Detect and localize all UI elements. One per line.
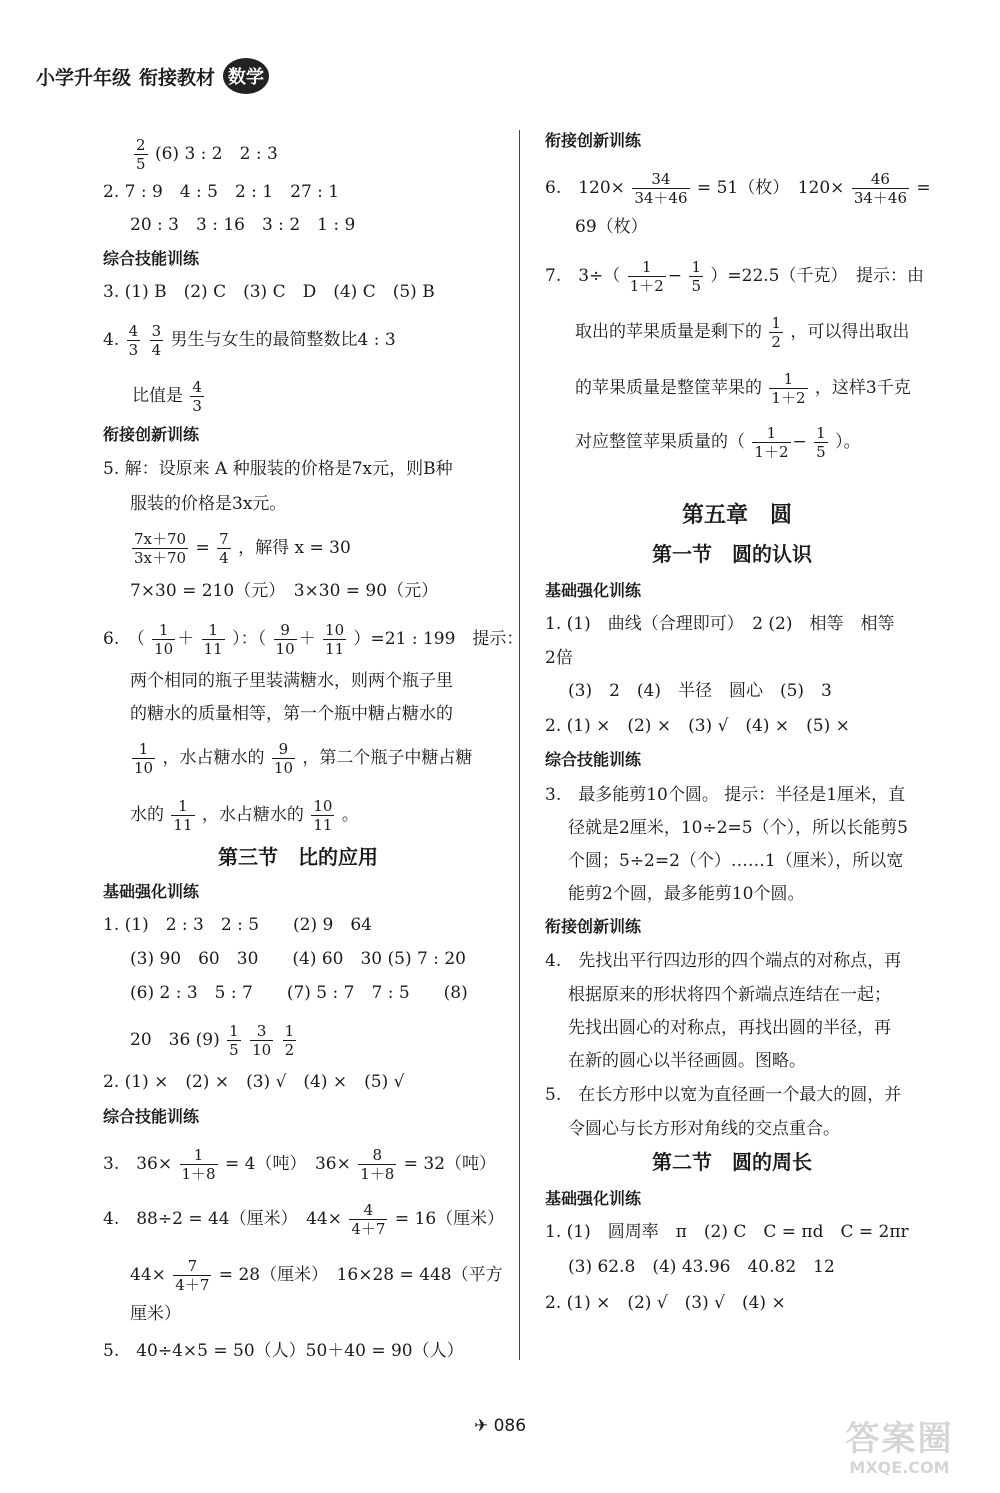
answer-line: (3) 2 (4) 半径 圆心 (5) 3	[568, 681, 832, 701]
fraction: $\frac{7x+70}{3x+70}$	[134, 530, 187, 567]
answer-line: 3. 36× $\frac{1}{1+8}$ = 4（吨） 36× $\frac{8}{1+8}$ = 32（吨）	[103, 1146, 497, 1183]
answer-line: 比值是 $\frac{4}{3}$	[132, 378, 202, 415]
fraction: $\frac{1}{11}$	[173, 797, 193, 834]
section-heading: 衔接创新训练	[545, 131, 642, 150]
fraction: $\frac{46}{34+46}$	[853, 170, 907, 207]
fraction: $\frac{1}{1+8}$	[181, 1146, 216, 1183]
section-heading: 综合技能训练	[545, 750, 642, 769]
series-label: 小学升年级	[36, 66, 132, 89]
section-title: 第二节 圆的周长	[652, 1150, 812, 1174]
fraction: $\frac{1}{10}$	[134, 740, 154, 777]
fraction: $\frac{9}{10}$	[273, 740, 293, 777]
answer-line: 5. 解：设原来 A 种服装的价格是7x元，则B种	[103, 459, 453, 479]
answer-line: 3. 最多能剪10个圆。 提示：半径是1厘米，直	[545, 785, 906, 805]
answer-line: 个圆；5÷2=2（个）……1（厘米），所以宽	[568, 851, 904, 871]
section-heading: 综合技能训练	[103, 1107, 200, 1126]
answer-line: 2. (1) × (2) √ (3) √ (4) ×	[545, 1293, 786, 1313]
page-number: 086	[493, 1416, 527, 1436]
answer-line: 1. (1) 圆周率 π (2) C C = πd C = 2πr	[545, 1222, 909, 1242]
answer-line: 4. 先找出平行四边形的四个端点的对称点，再	[545, 951, 902, 971]
answer-line: 令圆心与长方形对角线的交点重合。	[568, 1119, 840, 1139]
answer-line: 的苹果质量是整筐苹果的 $\frac{1}{1+2}$ ，这样3千克	[575, 370, 911, 407]
answer-line: (3) 90 60 30 (4) 60 30 (5) 7 : 20	[130, 949, 466, 969]
answer-line: $\frac{2}{5}$ (6) 3 : 2 2 : 3	[136, 136, 278, 173]
answer-line: 先找出圆心的对称点，再找出圆的半径，再	[568, 1018, 891, 1038]
column-divider	[519, 130, 520, 1360]
answer-line: 在新的圆心以半径画圆。图略。	[568, 1051, 806, 1071]
fraction: $\frac{3}{4}$	[151, 322, 162, 359]
answer-line: (3) 62.8 (4) 43.96 40.82 12	[568, 1257, 835, 1277]
answer-line: 两个相同的瓶子里装满糖水，则两个瓶子里	[130, 671, 453, 691]
answer-line: 4. 88÷2 = 44（厘米） 44× $\frac{4}{4+7}$ = 16（厘米）	[103, 1201, 505, 1238]
watermark-logo	[817, 1420, 982, 1480]
answer-line: 3. (1) B (2) C (3) C D (4) C (5) B	[103, 282, 435, 302]
chapter-title: 第五章 圆	[682, 503, 793, 528]
answer-line: 对应整筐苹果质量的（ $\frac{1}{1+2}$ − $\frac{1}{5}$ ）。	[575, 424, 861, 461]
fraction: $\frac{9}{10}$	[275, 621, 295, 658]
fraction: $\frac{10}{11}$	[313, 797, 333, 834]
subject-badge: 数学	[223, 58, 269, 94]
answer-line: 2. 7 : 9 4 : 5 2 : 1 27 : 1	[103, 182, 340, 202]
section-heading: 衔接创新训练	[545, 917, 642, 936]
answer-line: 服装的价格是3x元。	[130, 494, 287, 514]
fraction: $\frac{1}{2}$	[771, 314, 781, 351]
answer-line: 2. (1) × (2) × (3) √ (4) × (5) √	[103, 1072, 405, 1092]
answer-line: 取出的苹果质量是剩下的 $\frac{1}{2}$ ，可以得出取出	[575, 314, 910, 351]
fraction: $\frac{8}{1+8}$	[360, 1146, 395, 1183]
answer-line: 5. 40÷4×5 = 50（人）50＋40 = 90（人）	[103, 1341, 464, 1361]
watermark-text: 答案圈	[845, 1419, 954, 1459]
fraction: $\frac{1}{1+2}$	[754, 424, 789, 461]
section-heading: 衔接创新训练	[103, 425, 200, 444]
section-heading: 综合技能训练	[103, 249, 200, 268]
answer-line: 2. (1) × (2) × (3) √ (4) × (5) ×	[545, 716, 850, 736]
answer-line: 7. 3÷（ $\frac{1}{1+2}$ − $\frac{1}{5}$ ）=22.5（千克） 提示：由	[545, 258, 924, 295]
answer-line: 能剪2个圆，最多能剪10个圆。	[568, 884, 805, 904]
section-heading: 基础强化训练	[545, 1189, 642, 1208]
answer-line: 厘米）	[130, 1304, 181, 1324]
fraction: $\frac{3}{10}$	[252, 1022, 272, 1059]
watermark-url: MXQE.COM	[849, 1458, 950, 1477]
answer-line: 6. （ $\frac{1}{10}$ ＋ $\frac{1}{11}$ ）：（ $\frac{9}{10}$ ＋ $\frac{10}{11}$ ）=21 : 199 提示：	[103, 621, 524, 658]
page-header	[36, 58, 269, 94]
answer-line: 20 36 (9) $\frac{1}{5}$ $\frac{3}{10}$ $\frac{1}{2}$	[130, 1022, 295, 1059]
fraction: $\frac{1}{11}$	[203, 621, 223, 658]
section-title: 第一节 圆的认识	[652, 542, 812, 566]
answer-line: $\frac{7x+70}{3x+70}$ = $\frac{7}{4}$ ，解得 x = 30	[134, 530, 351, 567]
answer-line: (6) 2 : 3 5 : 7 (7) 5 : 7 7 : 5 (8)	[130, 983, 468, 1003]
fraction: $\frac{2}{5}$	[136, 136, 146, 173]
section-title: 第三节 比的应用	[218, 845, 378, 869]
fraction: $\frac{4}{3}$	[128, 322, 139, 359]
plane-icon: ✈	[473, 1416, 489, 1436]
answer-line: 2倍	[545, 648, 573, 668]
section-heading: 基础强化训练	[545, 581, 642, 600]
answer-line: 20 : 3 3 : 16 3 : 2 1 : 9	[130, 215, 356, 235]
fraction: $\frac{1}{10}$	[154, 621, 174, 658]
fraction: $\frac{1}{5}$	[691, 258, 701, 295]
fraction: $\frac{4}{4+7}$	[351, 1201, 386, 1238]
book-label: 衔接教材	[139, 66, 216, 89]
answer-line: 44× $\frac{7}{4+7}$ = 28（厘米） 16×28 = 448（平方	[130, 1257, 503, 1294]
fraction: $\frac{1}{5}$	[229, 1022, 239, 1059]
fraction: $\frac{4}{3}$	[192, 378, 202, 415]
fraction: $\frac{1}{1+2}$	[629, 258, 664, 295]
answer-line: 7×30 = 210（元） 3×30 = 90（元）	[130, 581, 439, 601]
fraction: $\frac{7}{4}$	[219, 530, 229, 567]
answer-line: 的糖水的质量相等，第一个瓶中糖占糖水的	[130, 704, 453, 724]
fraction: $\frac{1}{1+2}$	[771, 370, 806, 407]
fraction: $\frac{1}{5}$	[816, 424, 826, 461]
answer-line: 水的 $\frac{1}{11}$ ，水占糖水的 $\frac{10}{11}$ 。	[130, 797, 359, 834]
answer-line: 6. 120× $\frac{34}{34+46}$ = 51（枚） 120× $\frac{46}{34+46}$ =	[545, 170, 931, 207]
answer-line: 1. (1) 2 : 3 2 : 5 (2) 9 64	[103, 915, 372, 935]
fraction: $\frac{1}{2}$	[284, 1022, 295, 1059]
answer-line: 径就是2厘米，10÷2=5（个），所以长能剪5	[568, 818, 908, 838]
section-heading: 基础强化训练	[103, 882, 200, 901]
answer-line: 根据原来的形状将四个新端点连结在一起；	[568, 985, 891, 1005]
answer-line: $\frac{1}{10}$ ，水占糖水的 $\frac{9}{10}$ ，第二个瓶子中糖占糖	[134, 740, 473, 777]
answer-line: 4. $\frac{4}{3}$ $\frac{3}{4}$ 男生与女生的最简整数比4 : 3	[103, 322, 396, 359]
answer-line: 5. 在长方形中以宽为直径画一个最大的圆，并	[545, 1085, 902, 1105]
fraction: $\frac{10}{11}$	[325, 621, 345, 658]
fraction: $\frac{34}{34+46}$	[634, 170, 688, 207]
answer-line: 69（枚）	[575, 217, 648, 237]
fraction: $\frac{7}{4+7}$	[175, 1257, 210, 1294]
answer-line: 1. (1) 曲线（合理即可） 2 (2) 相等 相等	[545, 614, 895, 634]
